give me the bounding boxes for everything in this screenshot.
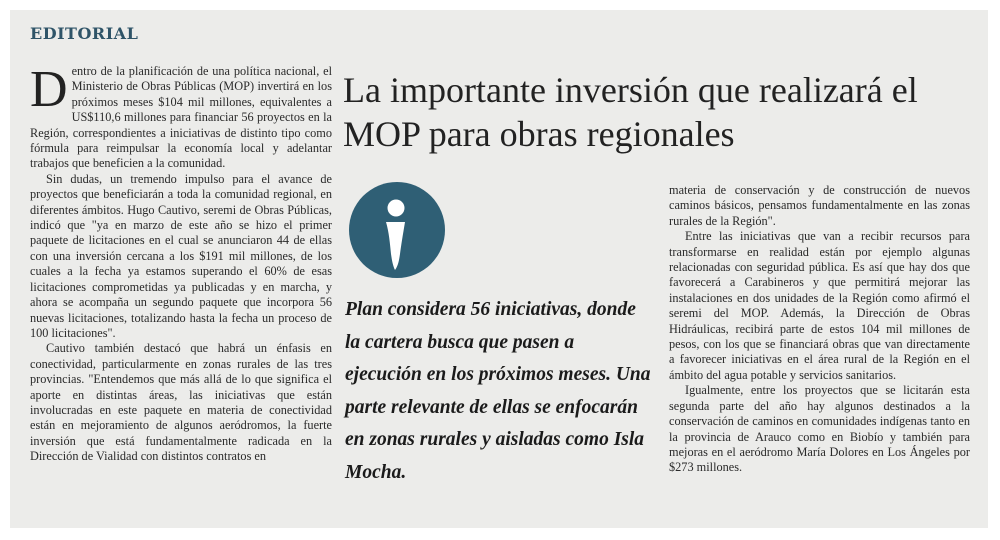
paragraph-2: Sin dudas, un tremendo impulso para el avance de proyectos que beneficiarán a toda la comunidad regional, en diferentes ámbitos. Hugo Cautivo, seremi de Obras Públicas, indicó que "ya en marzo de este año se hizo el primer paquete de licitaciones en el cual se anunciaron 44 de ellas con una inversión cercana a los $191 mil millones, de los cuales a la fecha ya estamos superando el 60% de esas licitaciones comprometidas ya publicadas y en marcha, y ahora se acompaña un segundo paquete que incorpora 56 nuevas licitaciones, totalizando hasta la fecha un proceso de 100 licitaciones". [30,171,332,340]
drop-cap: D [30,61,68,118]
paragraph-6: Igualmente, entre los proyectos que se licitarán esta segunda parte del año hay algunos destinados a la conservación de caminos en comunidades indígenas tanto en la provincia de Arauco como en Biobío y también para mejoras en el aeródromo María Dolores en Los Ángeles por $273 millones. [669,383,970,475]
paragraph-3: Cautivo también destacó que habrá un énfasis en conectividad, particularmente en zonas rurales de las tres provincias. "Entendemos que más allá de lo que significa el aporte en distintas áreas, las iniciativas que están involucradas en este paquete en materia de conectividad están en mejoramiento de algunos aeródromos, la fuerte inversión que está fundamentalmente radicada en la Dirección de Vialidad con distintos contratos en [30,341,332,464]
article-column-left [30,61,332,465]
headline: La importante inversión que realizará el MOP para obras regionales [343,70,918,154]
paragraph-5: Entre las iniciativas que van a recibir recursos para transformarse en realidad están por ejemplo algunas relacionadas con seguridad pública. Es así que hay dos que favorecerá a Carabineros y que permitirá mejorar las instalaciones en dos unidades de la Región como afirmó el seremi del MOP. Además, la Dirección de Obras Hidráulicas, recibirá parte de estos 104 mil millones de pesos, con los que se financiará obras que van directamente a favorecer iniciativas en el área rural de la Región en el ámbito del agua potable y servicios sanitarios. [669,229,970,382]
info-i-logo-graphic [349,182,445,278]
paragraph-1 [30,61,332,172]
info-i-logo-icon [349,182,445,278]
section-label: EDITORIAL [30,24,139,43]
pull-quote: Plan considera 56 iniciativas, donde la cartera busca que pasen a ejecución en los próximos meses. Una parte relevante de ellas se enfocarán en zonas rurales y aisladas como Isla Mocha. [345,299,651,483]
article-column-right [669,183,970,476]
paragraph-4: materia de conservación y de construcción de nuevos caminos básicos, pensamos fundamentalmente en las zonas rurales de la Región". [669,183,970,228]
paragraph-1-text: entro de la planificación de una política nacional, el Ministerio de Obras Públicas (MOP) invertirá en los próximos meses $104 mil millones, equivalentes a US$110,6 millones para financiar 56 proyectos en la Región, correspondientes a iniciativas de distinto tipo como fórmula para reimpulsar la economía local y adelantar trabajos que beneficien a la comunidad. [30,64,332,171]
